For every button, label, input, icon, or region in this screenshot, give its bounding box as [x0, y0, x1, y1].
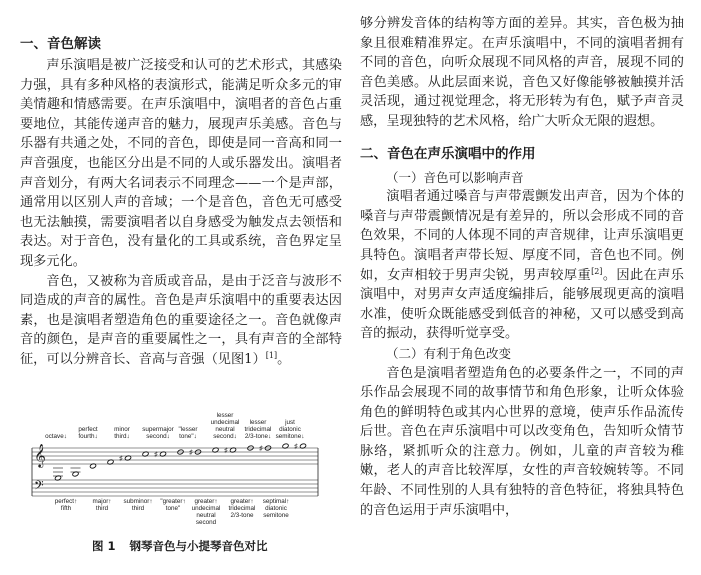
- bottom-interval-label: subminor↑: [123, 498, 153, 505]
- top-interval-label: fourth↓: [78, 433, 98, 440]
- treble-clef-icon: 𝄞: [34, 443, 46, 467]
- top-interval-label: "lesser: [178, 426, 198, 433]
- accidental-icon: ♯: [119, 455, 123, 463]
- top-interval-label: tridecimal: [244, 426, 272, 433]
- subsection-heading-2: （二）有利于角色改变: [386, 345, 512, 361]
- paragraph-3-end: 。因此在声乐演唱中，对男声女声适度编排后，能够展现更高的演唱水准，使听众既能感受到低音的神秘，又可以感受到高音的振动，获得听觉享受。: [360, 267, 684, 342]
- bottom-interval-label: tridecimal: [228, 505, 256, 512]
- bottom-interval-label: greater↑: [230, 498, 254, 505]
- staff-diagram: [28, 398, 320, 528]
- accidental-icon: ♯: [189, 449, 193, 457]
- accidental-icon: ♯: [224, 447, 228, 455]
- left-column: [20, 0, 342, 370]
- bottom-interval-label: diatonic: [265, 505, 287, 512]
- bottom-interval-label: greater↑: [194, 498, 218, 505]
- bottom-interval-label: perfect↑: [54, 498, 78, 505]
- paragraph-2-end: 。: [277, 351, 291, 367]
- top-interval-label: lesser: [249, 419, 267, 426]
- bottom-interval-label: septimal↑: [262, 498, 290, 505]
- paragraph-1: 声乐演唱是被广泛接受和认可的艺术形式，其感染力强，具有多种风格的表演形式，能满足听众多元的审美情趣和情感需要。在声乐演唱中，演唱者的音色占重要地位，其能传递声音的魅力，展现声乐美感。音色与乐器有共通之处，不同的音色，即使是同一音高和同一声音强度，也能区分出是不同的人或乐器发出。演唱者声音划分，有两大名词表示不同理念——一个是声部，通常用以区别人声的音域；一个是音色，音色无可感受也无法触摸，需要演唱者以自身感受为触发点去领悟和表达。对于音色，没有量化的工具或系统，音色界定呈现多元化。: [20, 58, 342, 269]
- top-interval-label: supermajor: [142, 426, 174, 433]
- bottom-interval-label: undecimal: [191, 505, 221, 512]
- paragraph-2-text: 音色，又被称为音质或音品，是由于泛音与波形不同造成的声音的属性。音色是声乐演唱中的重要表达因素，也是演唱者塑造角色的重要途径之一。音色就像声音的颜色，是声音的重要属性之一，具有声音的全部特征，可以分辨音长、音高与音强（见图1）: [20, 273, 342, 367]
- paragraph-2: [20, 272, 342, 370]
- section-heading-2: 二、音色在声乐演唱中的作用: [360, 145, 536, 162]
- citation-2: [2]: [591, 266, 603, 276]
- top-interval-label: third↓: [114, 433, 130, 440]
- paragraph-continued: 够分辨发音体的结构等方面的差异。其实，音色极为抽象且很难精准界定。在声乐演唱中，不同的演唱者拥有不同的音色，向听众展现不同风格的声音，展现不同的音色美感。从此层面来说，音色又好像能够被触摸并活灵活现，通过视觉理念，将无形转为有色，赋予声音灵感，呈现独特的艺术风格，给广大听众无限的遐想。: [360, 16, 684, 129]
- figure-number: 图 1: [92, 539, 116, 553]
- bottom-interval-label: neutral: [196, 512, 216, 519]
- top-interval-label: second↓: [146, 433, 170, 440]
- right-column: [360, 0, 684, 520]
- top-interval-label: octave↓: [45, 433, 67, 440]
- top-interval-label: just: [285, 419, 295, 426]
- accidental-icon: ♯: [294, 443, 298, 451]
- top-interval-label: semitone↓: [275, 433, 305, 440]
- bottom-interval-label: semitone: [263, 512, 289, 519]
- bottom-interval-label: major↑: [92, 498, 112, 505]
- figure-1: [28, 398, 320, 528]
- bottom-interval-label: third: [131, 505, 145, 512]
- top-interval-label: tone"↓: [179, 433, 197, 440]
- top-interval-label: neutral: [215, 426, 235, 433]
- figure-caption: [92, 538, 268, 554]
- top-interval-label: perfect: [78, 426, 98, 433]
- figure-caption-text: 钢琴音色与小提琴音色对比: [129, 539, 268, 553]
- paragraph-4: 音色是演唱者塑造角色的必要条件之一，不同的声乐作品会展现不同的故事情节和角色形象，让听众体验角色的鲜明特色或其内心世界的意境，使声乐作品流传后世。音色在声乐演唱中可以改变角色，告知听众情节脉络，紧抓听众的注意力。例如，儿童的声音较为稚嫩，老人的声音比较浑厚，女性的声音较婉转等。不同年龄、不同性别的人具有独特的音色特征，将独具特色的音色运用于声乐演唱中，: [360, 365, 684, 518]
- subsection-heading-1: （一）音色可以影响声音: [386, 169, 524, 185]
- top-interval-label: second↓: [213, 433, 237, 440]
- bottom-interval-label: second: [195, 519, 217, 526]
- bottom-interval-label: 2/3-tone: [230, 512, 254, 519]
- top-interval-label: 2/3-tone↓: [244, 433, 272, 440]
- accidental-icon: ♯: [259, 445, 263, 453]
- paragraph-3: [360, 187, 684, 344]
- citation-1: [1]: [265, 350, 278, 360]
- bottom-interval-label: fifth: [60, 505, 72, 512]
- top-interval-label: diatonic: [279, 426, 301, 433]
- top-interval-label: minor: [114, 426, 130, 433]
- bottom-interval-label: third: [95, 505, 109, 512]
- top-interval-label: undecimal: [210, 419, 240, 426]
- bottom-interval-label: "greater↑: [160, 498, 186, 505]
- section-heading-1: 一、音色解读: [20, 36, 101, 52]
- top-interval-label: lesser: [216, 412, 234, 419]
- paragraph-3-text: 演唱者通过嗓音与声带震颤发出声音，因为个体的嗓音与声带震颤情况是有差异的，所以会形成不同的音色效果，不同的人体现不同的声音规律，让声乐演唱更具特色。演唱者声带长短、厚度不同，音色也不同。例如，女声相较于男声尖锐，男声较厚重: [360, 189, 684, 283]
- accidental-icon: ♯: [154, 451, 158, 459]
- bottom-interval-label: tone": [165, 505, 181, 512]
- bass-clef-icon: 𝄢: [34, 478, 44, 496]
